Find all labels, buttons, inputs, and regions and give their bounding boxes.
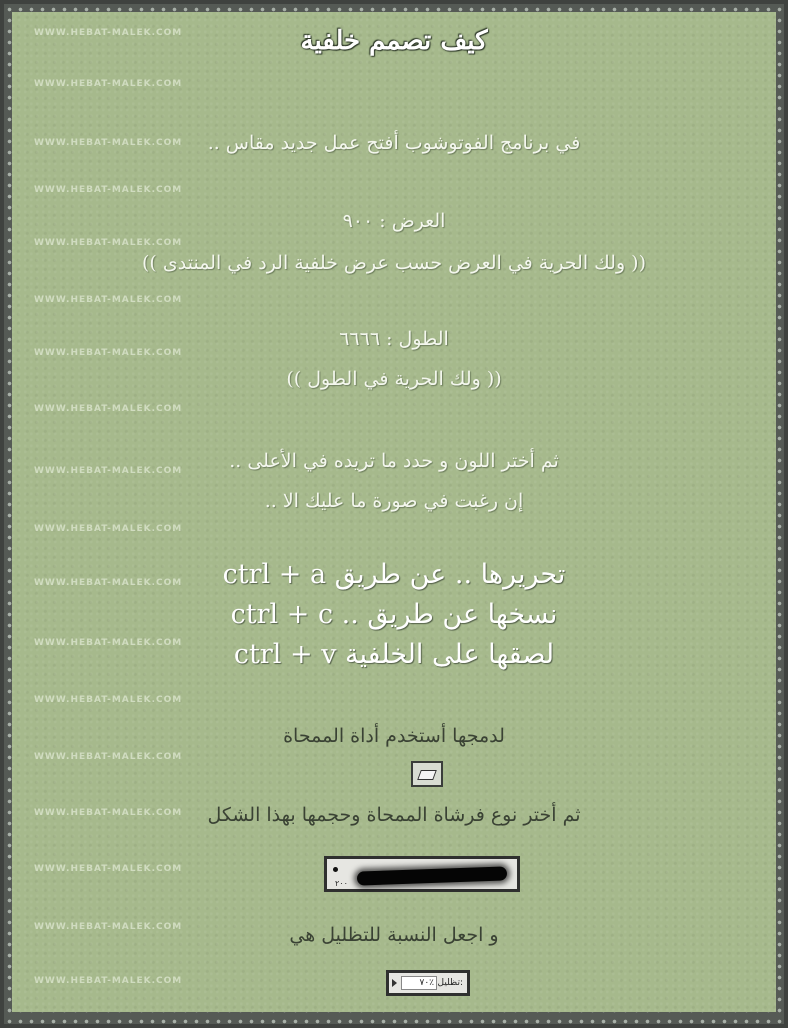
- watermark: WWW.HEBAT-MALEK.COM: [34, 922, 183, 932]
- instruction-brush: ثم أختر نوع فرشاة الممحاة وحجمها بهذا الشكل: [207, 804, 581, 826]
- instruction-height: الطول : ٦٦٦٦: [339, 328, 449, 350]
- instruction-height-note: (( ولك الحرية في الطول )): [286, 368, 502, 390]
- opacity-control: [386, 970, 470, 996]
- watermark: WWW.HEBAT-MALEK.COM: [34, 524, 183, 534]
- instruction-eraser: لدمجها أستخدم أداة الممحاة: [283, 725, 505, 747]
- brush-dot-icon: [333, 867, 338, 872]
- opacity-arrow-icon: [392, 979, 397, 987]
- instruction-color: ثم أختر اللون و حدد ما تريده في الأعلى ..: [229, 450, 559, 472]
- page-title: كيف تصمم خلفية: [300, 26, 488, 56]
- watermark: WWW.HEBAT-MALEK.COM: [34, 638, 183, 648]
- watermark: WWW.HEBAT-MALEK.COM: [34, 808, 183, 818]
- instruction-width: العرض : ٩٠٠: [342, 210, 446, 232]
- brush-preset-preview: [324, 856, 520, 892]
- watermark: WWW.HEBAT-MALEK.COM: [34, 138, 183, 148]
- watermark: WWW.HEBAT-MALEK.COM: [34, 28, 183, 38]
- brush-stroke-preview: [357, 866, 507, 885]
- watermark: WWW.HEBAT-MALEK.COM: [34, 864, 183, 874]
- watermark: WWW.HEBAT-MALEK.COM: [34, 79, 183, 89]
- watermark: WWW.HEBAT-MALEK.COM: [34, 466, 183, 476]
- content-canvas: [12, 12, 776, 1012]
- instruction-paste: لصقها على الخلفية ctrl + v: [233, 639, 555, 670]
- instruction-opacity: و اجعل النسبة للتظليل هي: [289, 924, 499, 946]
- brush-size: ٢٠٠: [335, 879, 348, 888]
- instruction-copy: نسخها عن طريق .. ctrl + c: [230, 599, 558, 630]
- watermark: WWW.HEBAT-MALEK.COM: [34, 238, 183, 248]
- opacity-label: تظليل:: [437, 978, 463, 988]
- watermark: WWW.HEBAT-MALEK.COM: [34, 348, 183, 358]
- watermark: WWW.HEBAT-MALEK.COM: [34, 404, 183, 414]
- instruction-select-all: تحريرها .. عن طريق ctrl + a: [222, 559, 566, 590]
- watermark: WWW.HEBAT-MALEK.COM: [34, 295, 183, 305]
- instruction-new-file: في برنامج الفوتوشوب أفتح عمل جديد مقاس ..: [207, 132, 581, 154]
- watermark: WWW.HEBAT-MALEK.COM: [34, 578, 183, 588]
- instruction-width-note: (( ولك الحرية في العرض حسب عرض خلفية الرد في المنتدى )): [142, 252, 646, 274]
- watermark: WWW.HEBAT-MALEK.COM: [34, 976, 183, 986]
- watermark: WWW.HEBAT-MALEK.COM: [34, 695, 183, 705]
- instruction-image: إن رغبت في صورة ما عليك الا ..: [264, 490, 524, 512]
- watermark: WWW.HEBAT-MALEK.COM: [34, 185, 183, 195]
- opacity-value: ٧٠٪: [401, 976, 437, 990]
- watermark: WWW.HEBAT-MALEK.COM: [34, 752, 183, 762]
- eraser-tool-icon: [411, 761, 443, 787]
